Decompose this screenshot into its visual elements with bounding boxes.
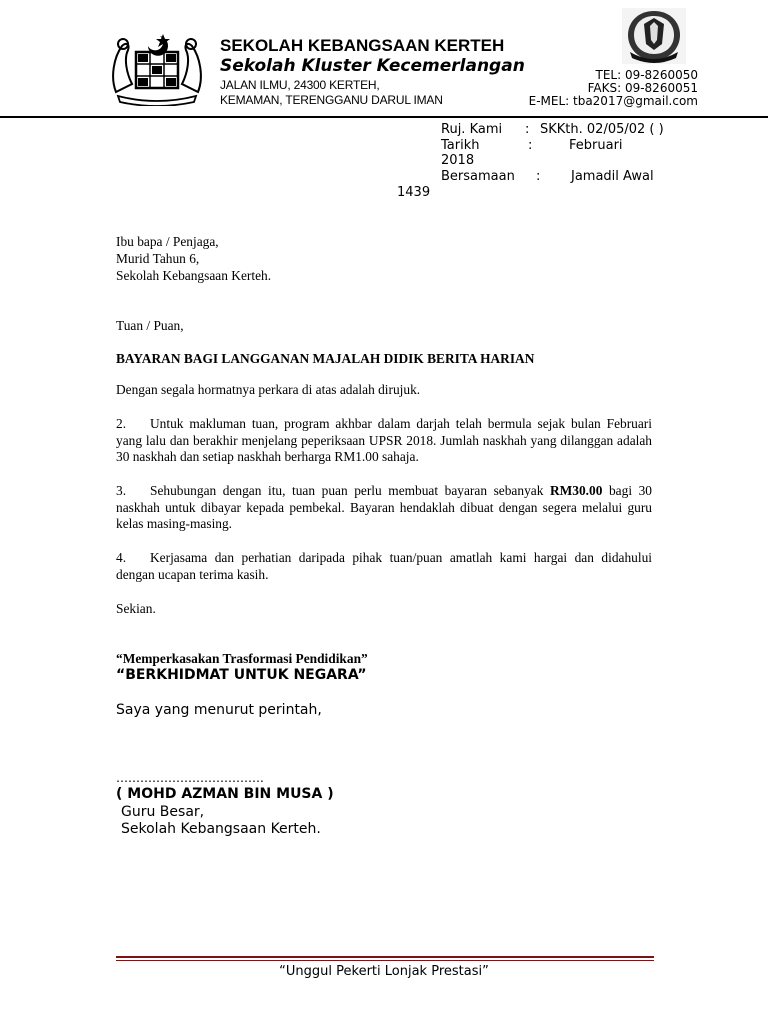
paragraph-2-text: Untuk makluman tuan, program akhbar dalam darjah telah bermula sejak bulan Februari yang lalu dan berakhir menjelang peperiksaan UPSR 2018. Jumlah naskhah yang dilanggan adalah 30 naskhah dan setiap naskhah berharga RM1.00 sahaja.: [116, 416, 652, 464]
tel-number: TEL: 09-8260050: [595, 68, 698, 82]
paragraph-3-text-a: Sehubungan dengan itu, tuan puan perlu membuat bayaran sebanyak: [150, 483, 544, 498]
malaysia-coat-of-arms-icon: [108, 32, 206, 106]
payment-amount: RM30.00: [549, 483, 603, 498]
ruj-label: Ruj. Kami: [441, 122, 503, 137]
signer-title: Guru Besar,: [121, 804, 205, 820]
footer-motto: “Unggul Pekerti Lonjak Prestasi”: [279, 964, 489, 979]
recipient-line-3: Sekolah Kebangsaan Kerteh.: [116, 268, 272, 283]
school-name: SEKOLAH KEBANGSAAN KERTEH: [220, 36, 505, 55]
signer-name: ( MOHD AZMAN BIN MUSA ): [116, 786, 334, 802]
bersamaan-sep: :: [536, 169, 541, 184]
fax-number: FAKS: 09-8260051: [587, 81, 698, 95]
bersamaan-year: 1439: [397, 185, 431, 200]
letter-subject: BAYARAN BAGI LANGGANAN MAJALAH DIDIK BERITA HARIAN: [116, 351, 535, 366]
recipient-line-1: Ibu bapa / Penjaga,: [116, 234, 219, 249]
tarikh-label: Tarikh: [441, 138, 480, 153]
header-divider: [0, 116, 768, 118]
signature-line: ……………………………….: [116, 771, 264, 785]
recipient-line-2: Murid Tahun 6,: [116, 251, 200, 266]
paragraph-2: [116, 416, 652, 466]
school-crest-icon: [622, 8, 686, 64]
email-address: E-MEL: tba2017@gmail.com: [528, 94, 698, 108]
footer-divider-thin: [116, 960, 654, 961]
paragraph-1: Dengan segala hormatnya perkara di atas adalah dirujuk.: [116, 382, 421, 397]
sekian: Sekian.: [116, 601, 156, 616]
tarikh-sep: :: [528, 138, 533, 153]
closing-phrase: Saya yang menurut perintah,: [116, 702, 322, 718]
address-line-1: JALAN ILMU, 24300 KERTEH,: [220, 78, 380, 92]
paragraph-3: [116, 483, 652, 533]
school-motto: Sekolah Kluster Kecemerlangan: [220, 56, 525, 76]
paragraph-4-number: 4.: [116, 550, 127, 565]
paragraph-4-text: Kerjasama dan perhatian daripada pihak tuan/puan amatlah kami hargai dan didahului dengan ucapan terima kasih.: [116, 550, 652, 582]
slogan-berkhidmat: “BERKHIDMAT UNTUK NEGARA”: [116, 667, 367, 683]
address-line-2: KEMAMAN, TERENGGANU DARUL IMAN: [220, 93, 443, 107]
tarikh-value: Februari: [569, 138, 623, 153]
ruj-value: SKKth. 02/05/02 ( ): [540, 122, 664, 137]
slogan-pendidikan: “Memperkasakan Trasformasi Pendidikan”: [116, 651, 368, 666]
salutation: Tuan / Puan,: [116, 318, 184, 333]
bersamaan-label: Bersamaan: [441, 169, 515, 184]
signer-school: Sekolah Kebangsaan Kerteh.: [121, 821, 321, 837]
bersamaan-value: Jamadil Awal: [571, 169, 654, 184]
paragraph-4: [116, 550, 652, 583]
paragraph-3-number: 3.: [116, 483, 127, 498]
paragraph-3-text-b: bagi 30 naskhah untuk dibayar kepada pembekal. Bayaran hendaklah dibuat dengan segera melalui guru kelas masing-masing.: [116, 483, 652, 531]
tarikh-year: 2018: [441, 153, 475, 168]
footer-divider: [116, 956, 654, 958]
ruj-sep: :: [525, 122, 530, 137]
paragraph-2-number: 2.: [116, 416, 127, 431]
